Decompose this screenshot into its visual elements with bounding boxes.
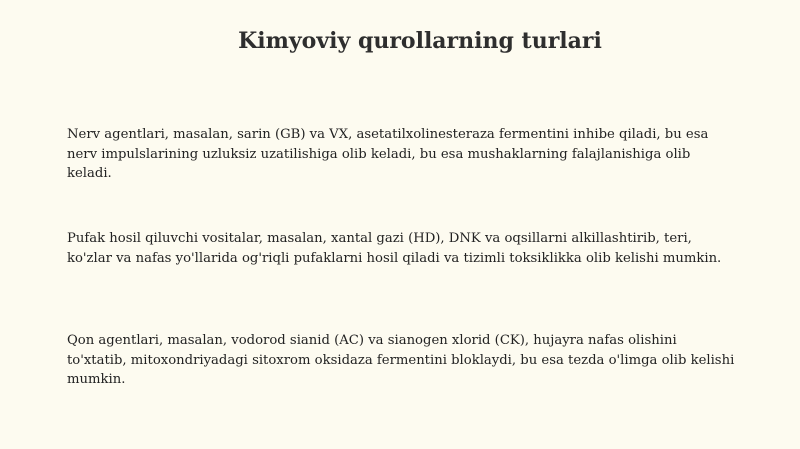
paragraph-blister-agents: Pufak hosil qiluvchi vositalar, masalan, xantal gazi (HD), DNK va oqsillarni alkillashtirib, teri, ko'zlar va nafas yo'llarida og'riqli pufaklarni hosil qiladi va tizimli toksiklikka olib kelishi mumkin. [67,231,722,266]
paragraph-blood-agents: Qon agentlari, masalan, vodorod sianid (AC) va sianogen xlorid (CK), hujayra nafas olishini to'xtatib, mitoxondriyadagi sitoxrom oksidaza fermentini bloklaydi, bu esa tezda o'limga olib kelishi mumkin. [67,333,735,387]
paragraph-nerve-agents: Nerv agentlari, masalan, sarin (GB) va VX, asetatilxolinesteraza fermentini inhibe qiladi, bu esa nerv impulslarining uzluksiz uzatilishiga olib keladi, bu esa mushaklarning falajlanishiga olib keladi. [67,127,709,181]
slide-title: Kimyoviy qurollarning turlari [238,28,602,54]
